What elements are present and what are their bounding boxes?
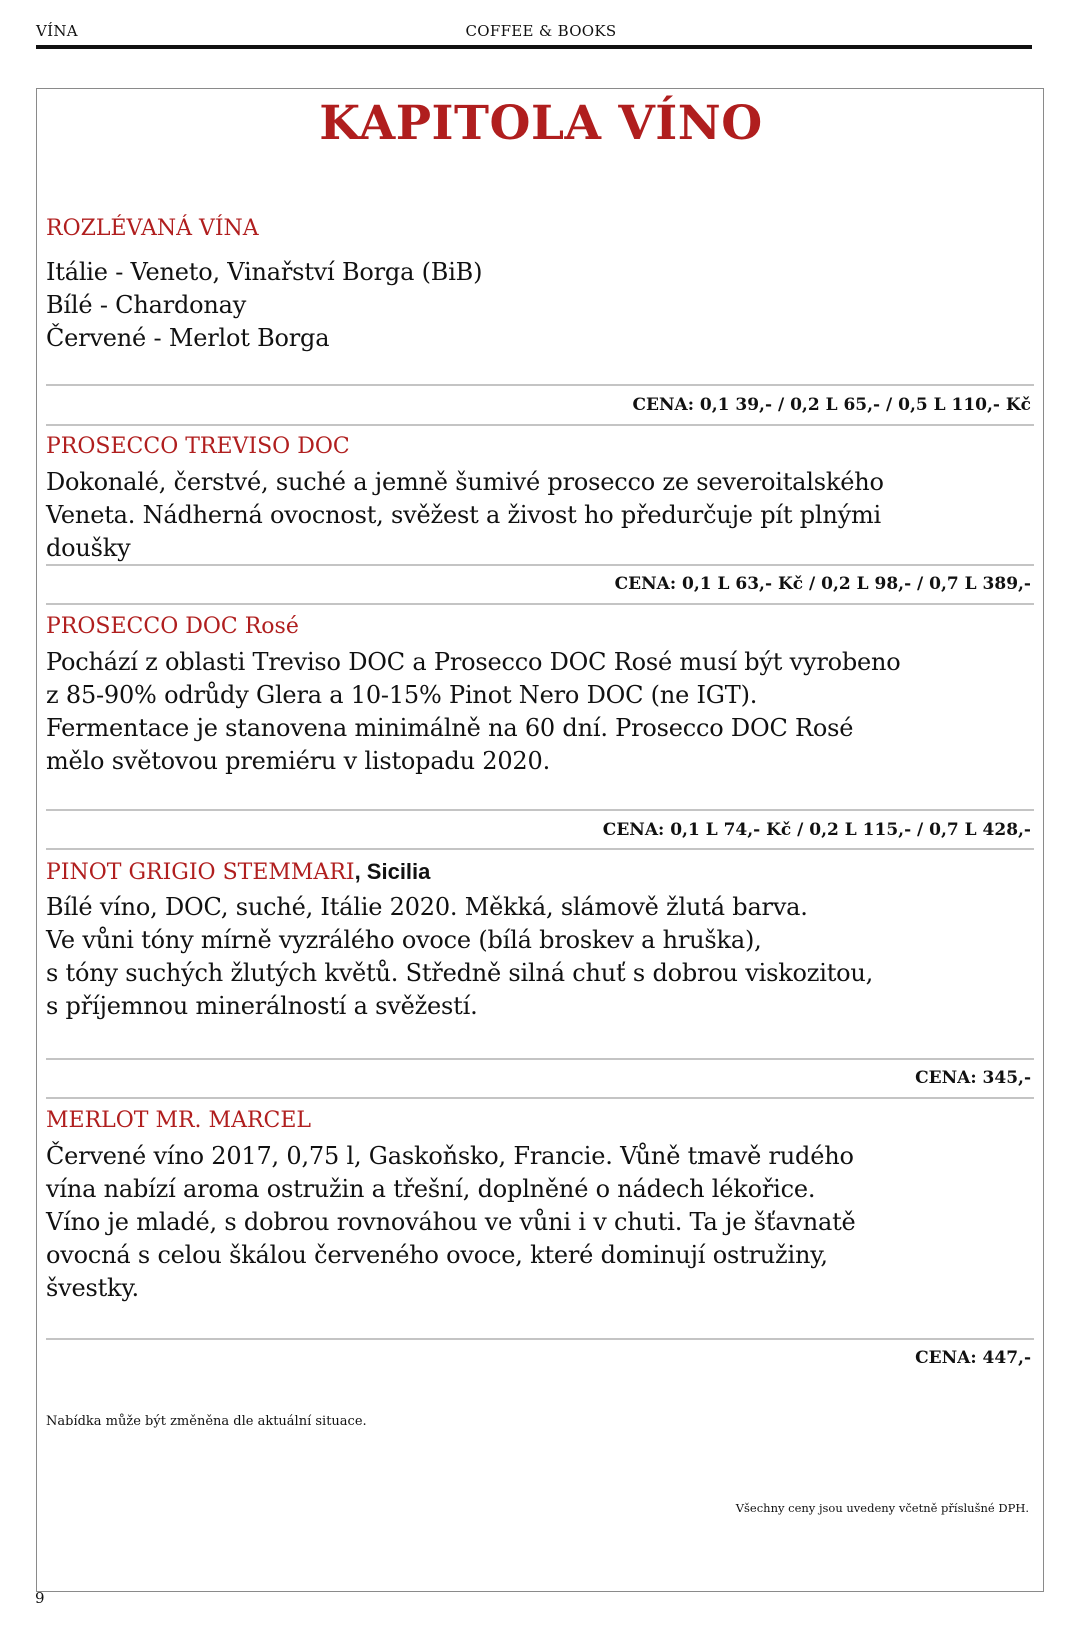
section-title: MERLOT MR. MARCEL bbox=[46, 1108, 312, 1133]
page-number: 9 bbox=[35, 1589, 45, 1607]
section-text-line: z 85-90% odrůdy Glera a 10-15% Pinot Nero DOC (ne IGT). bbox=[46, 681, 758, 709]
section-text-line: Fermentace je stanovena minimálně na 60 dní. Prosecco DOC Rosé bbox=[46, 714, 854, 742]
section-text-line: Víno je mladé, s dobrou rovnováhou ve vůni i v chuti. Ta je šťavnatě bbox=[46, 1208, 856, 1236]
section-text-line: Veneta. Nádherná ovocnost, svěžest a živost ho předurčuje pít plnými bbox=[46, 501, 882, 529]
section-text-line: ovocná s celou škálou červeného ovoce, které dominují ostružiny, bbox=[46, 1241, 828, 1269]
price-line: CENA: 345,- bbox=[915, 1068, 1031, 1088]
section-title: ROZLÉVANÁ VÍNA bbox=[46, 216, 259, 241]
vat-notice: Všechny ceny jsou uvedeny včetně příslušné DPH. bbox=[735, 1501, 1029, 1515]
header-section-label: VÍNA bbox=[36, 22, 78, 40]
section-divider bbox=[46, 384, 1034, 386]
section-text-line: Ve vůni tóny mírně vyzrálého ovoce (bílá broskev a hruška), bbox=[46, 926, 762, 954]
section-text-line: s příjemnou minerálností a svěžestí. bbox=[46, 992, 478, 1020]
section-title: PROSECCO DOC Rosé bbox=[46, 614, 299, 639]
change-notice: Nabídka může být změněna dle aktuální situace. bbox=[46, 1414, 367, 1429]
section-text-line: Červené - Merlot Borga bbox=[46, 324, 330, 352]
section-divider bbox=[46, 848, 1034, 850]
section-text-line: Bílé víno, DOC, suché, Itálie 2020. Měkká, slámově žlutá barva. bbox=[46, 893, 808, 921]
section-text-line: vína nabízí aroma ostružin a třešní, doplněné o nádech lékořice. bbox=[46, 1175, 816, 1203]
section-divider bbox=[46, 424, 1034, 426]
section-title-text: PINOT GRIGIO STEMMARI bbox=[46, 860, 355, 885]
section-text-line: Bílé - Chardonay bbox=[46, 291, 247, 319]
header-venue-name: COFFEE & BOOKS bbox=[465, 22, 617, 40]
section-text-line: Dokonalé, čerstvé, suché a jemně šumivé prosecco ze severoitalského bbox=[46, 468, 884, 496]
section-text-line: mělo světovou premiéru v listopadu 2020. bbox=[46, 747, 550, 775]
section-text-line: Červené víno 2017, 0,75 l, Gaskoňsko, Francie. Vůně tmavě rudého bbox=[46, 1142, 854, 1170]
section-divider bbox=[46, 1338, 1034, 1340]
price-line: CENA: 0,1 39,- / 0,2 L 65,- / 0,5 L 110,- Kč bbox=[632, 395, 1031, 415]
section-divider bbox=[46, 809, 1034, 811]
section-divider bbox=[46, 564, 1034, 566]
section-title bbox=[46, 859, 430, 885]
section-text-line: Itálie - Veneto, Vinařství Borga (BiB) bbox=[46, 258, 483, 286]
section-divider bbox=[46, 1058, 1034, 1060]
section-text-line: švestky. bbox=[46, 1274, 139, 1302]
section-divider bbox=[46, 1097, 1034, 1099]
section-text-line: s tóny suchých žlutých květů. Středně silná chuť s dobrou viskozitou, bbox=[46, 959, 874, 987]
section-divider bbox=[46, 603, 1034, 605]
section-title-region: , Sicilia bbox=[354, 859, 431, 884]
page-title: KAPITOLA VÍNO bbox=[319, 96, 763, 151]
header-rule bbox=[36, 45, 1032, 49]
price-line: CENA: 447,- bbox=[915, 1348, 1031, 1368]
section-text-line: Pochází z oblasti Treviso DOC a Prosecco DOC Rosé musí být vyrobeno bbox=[46, 648, 901, 676]
section-text-line: doušky bbox=[46, 534, 131, 562]
section-title: PROSECCO TREVISO DOC bbox=[46, 434, 350, 459]
price-line: CENA: 0,1 L 74,- Kč / 0,2 L 115,- / 0,7 L 428,- bbox=[602, 820, 1031, 840]
price-line: CENA: 0,1 L 63,- Kč / 0,2 L 98,- / 0,7 L 389,- bbox=[614, 574, 1031, 594]
